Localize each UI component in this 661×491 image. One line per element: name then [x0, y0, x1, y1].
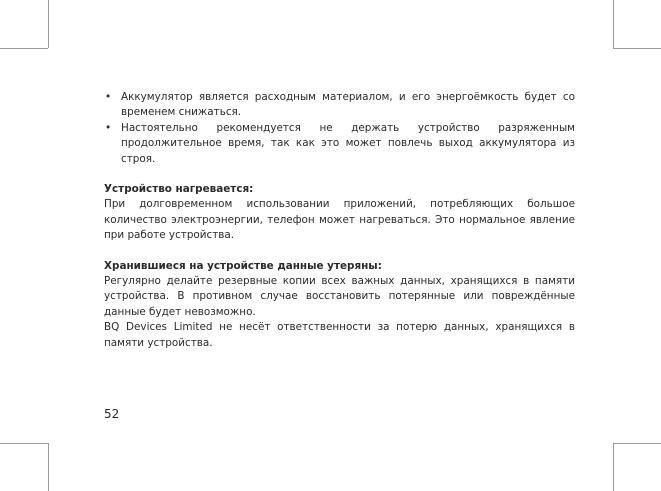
heating-title: Устройство нагревается:	[104, 183, 254, 196]
crop-mark-top-right	[613, 0, 614, 48]
data-loss-text: Регулярно делайте резервные копии всех важных данных, хранящихся в памяти устройства. В противном случае восстановить потерянные или повреждённые данные будет невозможно.	[104, 275, 575, 318]
crop-mark-bottom-left	[48, 443, 49, 491]
page-content	[104, 90, 575, 351]
heating-section	[104, 182, 575, 244]
page-number: 52	[104, 407, 120, 421]
data-loss-title: Хранившиеся на устройстве данные утеряны:	[104, 259, 382, 272]
bullet-icon: •	[105, 91, 112, 103]
liability-text: BQ Devices Limited не несёт ответственности за потерю данных, хранящихся в памяти устройства.	[104, 321, 575, 349]
crop-mark-right-bottom	[613, 443, 661, 444]
bullet-icon: •	[105, 121, 112, 134]
crop-mark-top-left	[48, 0, 49, 48]
heating-text: При долговременном использовании приложений, потребляющих большое количество электроэнергии, телефон может нагреваться. Это нормальное явление при работе устройства.	[104, 198, 575, 242]
battery-bullet-list	[104, 90, 575, 167]
crop-mark-left-top	[0, 48, 48, 49]
crop-mark-bottom-right	[613, 443, 614, 491]
bullet-text: Аккумулятор является расходным материалом, и его энергоёмкость будет со временем снижаться.	[121, 91, 575, 119]
crop-mark-right-top	[613, 48, 661, 49]
data-loss-section	[104, 259, 575, 351]
bullet-text: Настоятельно рекомендуется не держать устройство разряженным продолжительное время, так как это может повлечь выход аккумулятора из строя.	[121, 121, 575, 165]
bullet-item	[104, 121, 575, 167]
crop-mark-left-bottom	[0, 443, 48, 444]
bullet-item	[104, 90, 575, 121]
